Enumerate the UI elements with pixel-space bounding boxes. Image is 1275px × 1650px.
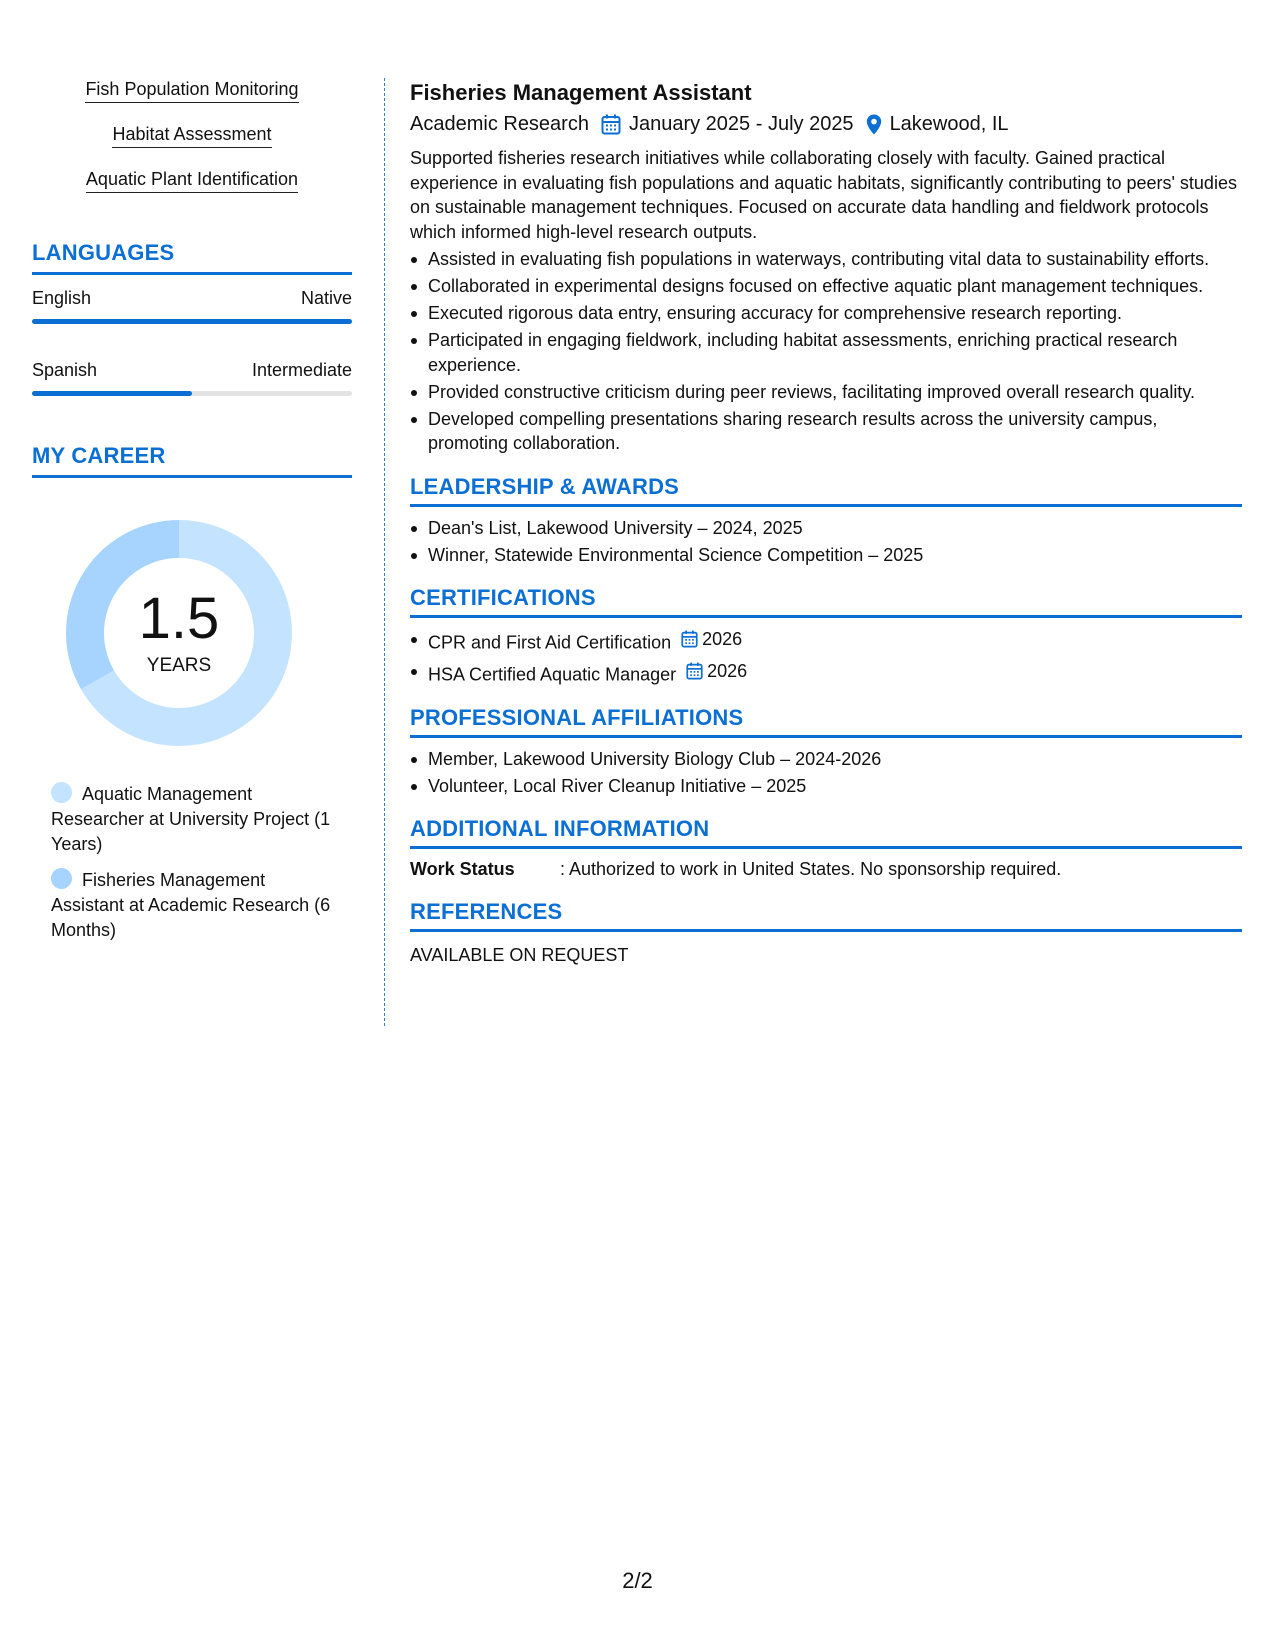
legend-item [51,782,341,857]
references-heading: REFERENCES [410,899,1242,932]
skill-item: Aquatic Plant Identification [86,168,298,193]
affiliation-item: Member, Lakewood University Biology Club – 2024-2026 [410,747,1242,772]
career-unit: YEARS [146,655,212,676]
language-name: Spanish [32,360,98,380]
affiliations-heading: PROFESSIONAL AFFILIATIONS [410,705,1242,738]
job-bullet: Executed rigorous data entry, ensuring accuracy for comprehensive research reporting. [410,301,1242,326]
page-number: 2/2 [622,1568,653,1593]
work-status-row [410,857,1242,881]
award-item: Dean's List, Lakewood University – 2024, 2025 [410,516,1242,541]
certification-name: CPR and First Aid Certification [428,632,672,653]
location-pin-icon [866,114,882,135]
additional-info-section [410,816,1242,881]
languages-section [32,240,352,396]
job-bullet: Developed compelling presentations sharing research results across the university campus, promoting collaboration. [410,407,1242,456]
job-company: Academic Research [410,113,589,135]
affiliations-section [410,705,1242,799]
career-total: 1.5 [138,586,220,651]
legend-label: Aquatic Management Researcher at University Project (1 Years) [51,784,331,854]
skill-item: Habitat Assessment [112,123,271,148]
certification-item [410,627,1242,655]
affiliation-item: Volunteer, Local River Cleanup Initiative – 2025 [410,774,1242,799]
awards-section [410,474,1242,568]
certifications-heading: CERTIFICATIONS [410,585,1242,618]
job-location: Lakewood, IL [889,113,1009,135]
skills-list [32,78,352,213]
job-bullet: Participated in engaging fieldwork, including habitat assessments, enriching practical research experience. [410,328,1242,377]
experience-entry [410,78,1242,456]
career-heading: MY CAREER [32,443,352,478]
column-divider [384,78,385,1026]
languages-heading: LANGUAGES [32,240,352,275]
award-item: Winner, Statewide Environmental Science Competition – 2025 [410,543,1242,568]
job-bullet: Provided constructive criticism during peer reviews, facilitating improved overall research quality. [410,380,1242,405]
language-item [32,287,352,324]
right-column [410,78,1242,967]
language-level: Intermediate [251,360,352,380]
job-bullet: Assisted in evaluating fish populations in waterways, contributing vital data to sustainability efforts. [410,247,1242,272]
certification-item [410,659,1242,687]
legend-dot [51,782,72,803]
additional-info-heading: ADDITIONAL INFORMATION [410,816,1242,849]
certification-name: HSA Certified Aquatic Manager [428,664,677,684]
awards-heading: LEADERSHIP & AWARDS [410,474,1242,507]
job-meta [410,110,1242,138]
language-bar [32,319,352,324]
references-text: AVAILABLE ON REQUEST [410,945,629,965]
calendar-icon [686,662,707,680]
references-section [410,899,1242,967]
language-bar-fill [32,391,192,396]
language-bar [32,391,352,396]
skill-item: Fish Population Monitoring [85,78,298,103]
legend-label: Fisheries Management Assistant at Academic Research (6 Months) [51,870,331,940]
work-status-label: Work Status [410,859,515,879]
career-donut-chart [66,520,292,746]
language-level: Native [300,288,352,308]
language-list [32,287,352,396]
certification-year: 2026 [702,629,743,649]
job-dates: January 2025 - July 2025 [628,113,854,135]
work-status-value: : Authorized to work in United States. No sponsorship required. [560,859,1062,879]
language-item [32,359,352,396]
left-column [32,78,352,954]
calendar-icon [681,630,702,648]
job-bullet: Collaborated in experimental designs focused on effective aquatic plant management techniques. [410,274,1242,299]
legend-dot [51,868,72,889]
language-bar-fill [32,319,352,324]
language-name: English [32,288,92,308]
job-description: Supported fisheries research initiatives while collaborating closely with faculty. Gained practical experience in evaluating fish populations and aquatic habitats, significantly contributing to peers' studies on sustainable management techniques. Focused on accurate data handling and fieldwork protocols which informed high-level research outputs. [410,148,1237,242]
calendar-icon [601,114,621,135]
certifications-section [410,585,1242,687]
career-legend [51,782,341,943]
certification-year: 2026 [707,660,748,681]
job-title: Fisheries Management Assistant [410,80,752,105]
job-bullets [410,247,1242,456]
career-section [32,443,352,943]
legend-item [51,868,341,943]
